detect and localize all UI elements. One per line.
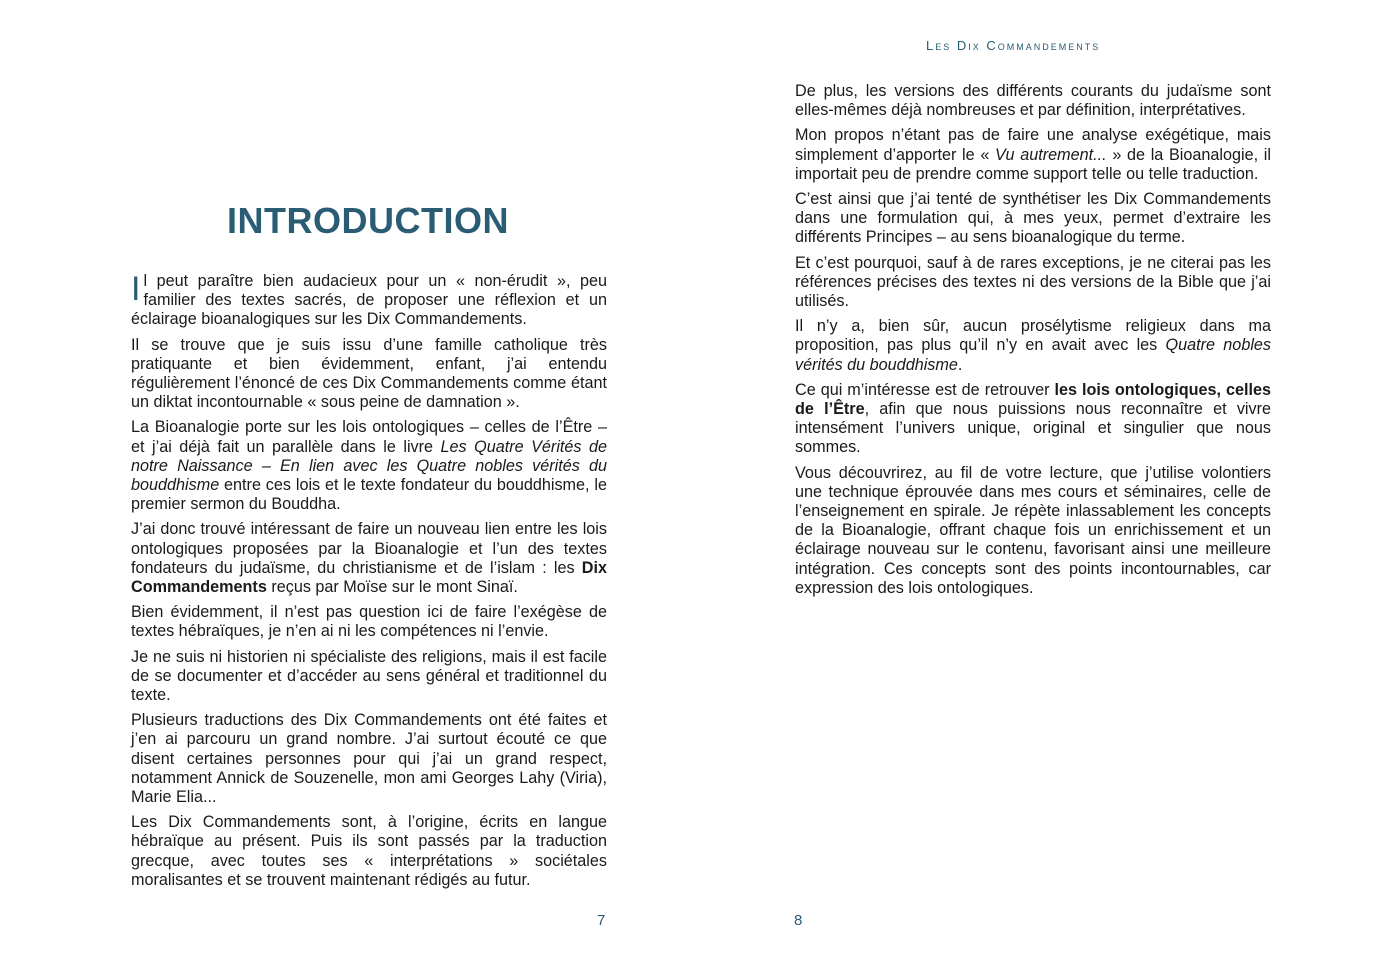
text-run: l peut paraître bien audacieux pour un « non-érudit », peu familier des textes sacrés, de proposer une réflexion et un éclairage bioanalogiques sur les Dix Commandements. — [131, 272, 607, 329]
text-run: » de la Bioanalogie, il importait peu de prendre comme support telle ou telle traduction. — [795, 145, 1271, 183]
paragraph — [795, 126, 1271, 184]
paragraph — [795, 82, 1271, 120]
text-run: , afin que nous puissions nous reconnaître et vivre intensément l’univers unique, original et singulier que nous sommes. — [795, 400, 1271, 457]
paragraph — [131, 336, 607, 413]
paragraph — [131, 272, 607, 330]
paragraph — [795, 190, 1271, 248]
left-body-text — [131, 272, 607, 896]
text-run: J’ai donc trouvé intéressant de faire un nouveau lien entre les lois ontologiques proposées par la Bioanalogie et l’un des textes fondateurs du judaïsme, du christianisme et de l’islam : les — [131, 520, 607, 577]
text-run: Ce qui m’intéresse est de retrouver — [795, 380, 1055, 399]
text-run: La Bioanalogie porte sur les lois ontologiques – celles de l’Être – et j’ai déjà fait un parallèle dans le livre — [131, 418, 607, 456]
text-run: entre ces lois et le texte fondateur du bouddhisme, le premier sermon du Bouddha. — [131, 476, 607, 514]
text-run: De plus, les versions des différents courants du judaïsme sont elles-mêmes déjà nombreuses et par définition, interprétatives. — [795, 82, 1271, 120]
right-page — [700, 0, 1400, 980]
paragraph — [131, 813, 607, 890]
bold-text: Dix Commandements — [131, 558, 607, 597]
paragraph — [795, 381, 1271, 458]
italic-text: Vu autrement... — [995, 145, 1107, 164]
paragraph — [131, 648, 607, 706]
text-run: Mon propos n’étant pas de faire une analyse exégétique, mais simplement d’apporter le « — [795, 126, 1271, 164]
paragraph — [795, 464, 1271, 598]
paragraph — [131, 711, 607, 807]
text-run: Je ne suis ni historien ni spécialiste des religions, mais il est facile de se documenter et d’accéder au sens général et traditionnel du texte. — [131, 647, 607, 705]
paragraph — [131, 520, 607, 597]
text-run: reçus par Moïse sur le mont Sinaï. — [266, 578, 518, 597]
text-run: Il se trouve que je suis issu d’une famille catholique très pratiquante et bien évidemment, enfant, j’ai entendu régulièrement l’énoncé de ces Dix Commandements comme étant un diktat incontournable « sous peine de damnation ». — [131, 335, 607, 412]
chapter-title: INTRODUCTION — [227, 200, 509, 241]
text-run: . — [957, 355, 963, 374]
text-run: Il n’y a, bien sûr, aucun prosélytisme religieux dans ma proposition, pas plus qu’il n’y en avait avec les — [795, 317, 1271, 355]
text-run: C’est ainsi que j’ai tenté de synthétiser les Dix Commandements dans une formulation qui, à mes yeux, permet d’extraire les différents Principes – au sens bioanalogique du terme. — [795, 190, 1271, 247]
paragraph — [131, 418, 607, 514]
text-run: Bien évidemment, il n’est pas question ici de faire l’exégèse de textes hébraïques, je n’en ai ni les compétences ni l’envie. — [131, 603, 607, 641]
drop-cap: I — [131, 270, 141, 308]
italic-text: Quatre nobles vérités du bouddhisme — [795, 336, 1272, 374]
bold-text: les lois ontologiques, celles de l’Être — [795, 380, 1271, 419]
text-run: Et c’est pourquoi, sauf à de rares exceptions, je ne citerai pas les références précises des textes ni des versions de la Bible que j’ai utilisés. — [795, 253, 1271, 311]
text-run: Vous découvrirez, au fil de votre lecture, que j’utilise volontiers une technique éprouvée dans mes cours et séminaires, celle de l’enseignement en spirale. Je répète inlassablement les concepts de la Bioanalogie, offrant chaque fois un enrichissement et un éclairage nouveau sur le contenu, favorisant ainsi une meilleure intégration. Ces concepts sont des points incontournables, car expression des lois ontologiques. — [795, 463, 1271, 597]
running-head: Les Dix Commandements — [926, 38, 1101, 53]
text-run: Plusieurs traductions des Dix Commandements ont été faites et j’en ai parcouru un grand nombre. J’ai surtout écouté ce que disent certaines personnes pour qui j’ai un grand respect, notamment Annick de Souzenelle, mon ami Georges Lahy (Viria), Marie Elia... — [131, 711, 607, 807]
page-number-left: 7 — [597, 912, 606, 929]
paragraph — [795, 254, 1271, 312]
italic-text: Les Quatre Vérités de notre Naissance – En lien avec les Quatre nobles vérités du bouddhisme — [131, 437, 608, 495]
paragraph — [131, 603, 607, 641]
paragraph — [795, 317, 1271, 375]
text-run: Les Dix Commandements sont, à l’origine, écrits en langue hébraïque au présent. Puis ils sont passés par la traduction grecque, avec toutes ses « interprétations » sociétales moralisantes et se trouvent maintenant rédigés au futur. — [131, 813, 607, 889]
right-body-text — [795, 82, 1271, 604]
page-number-right: 8 — [794, 912, 803, 929]
